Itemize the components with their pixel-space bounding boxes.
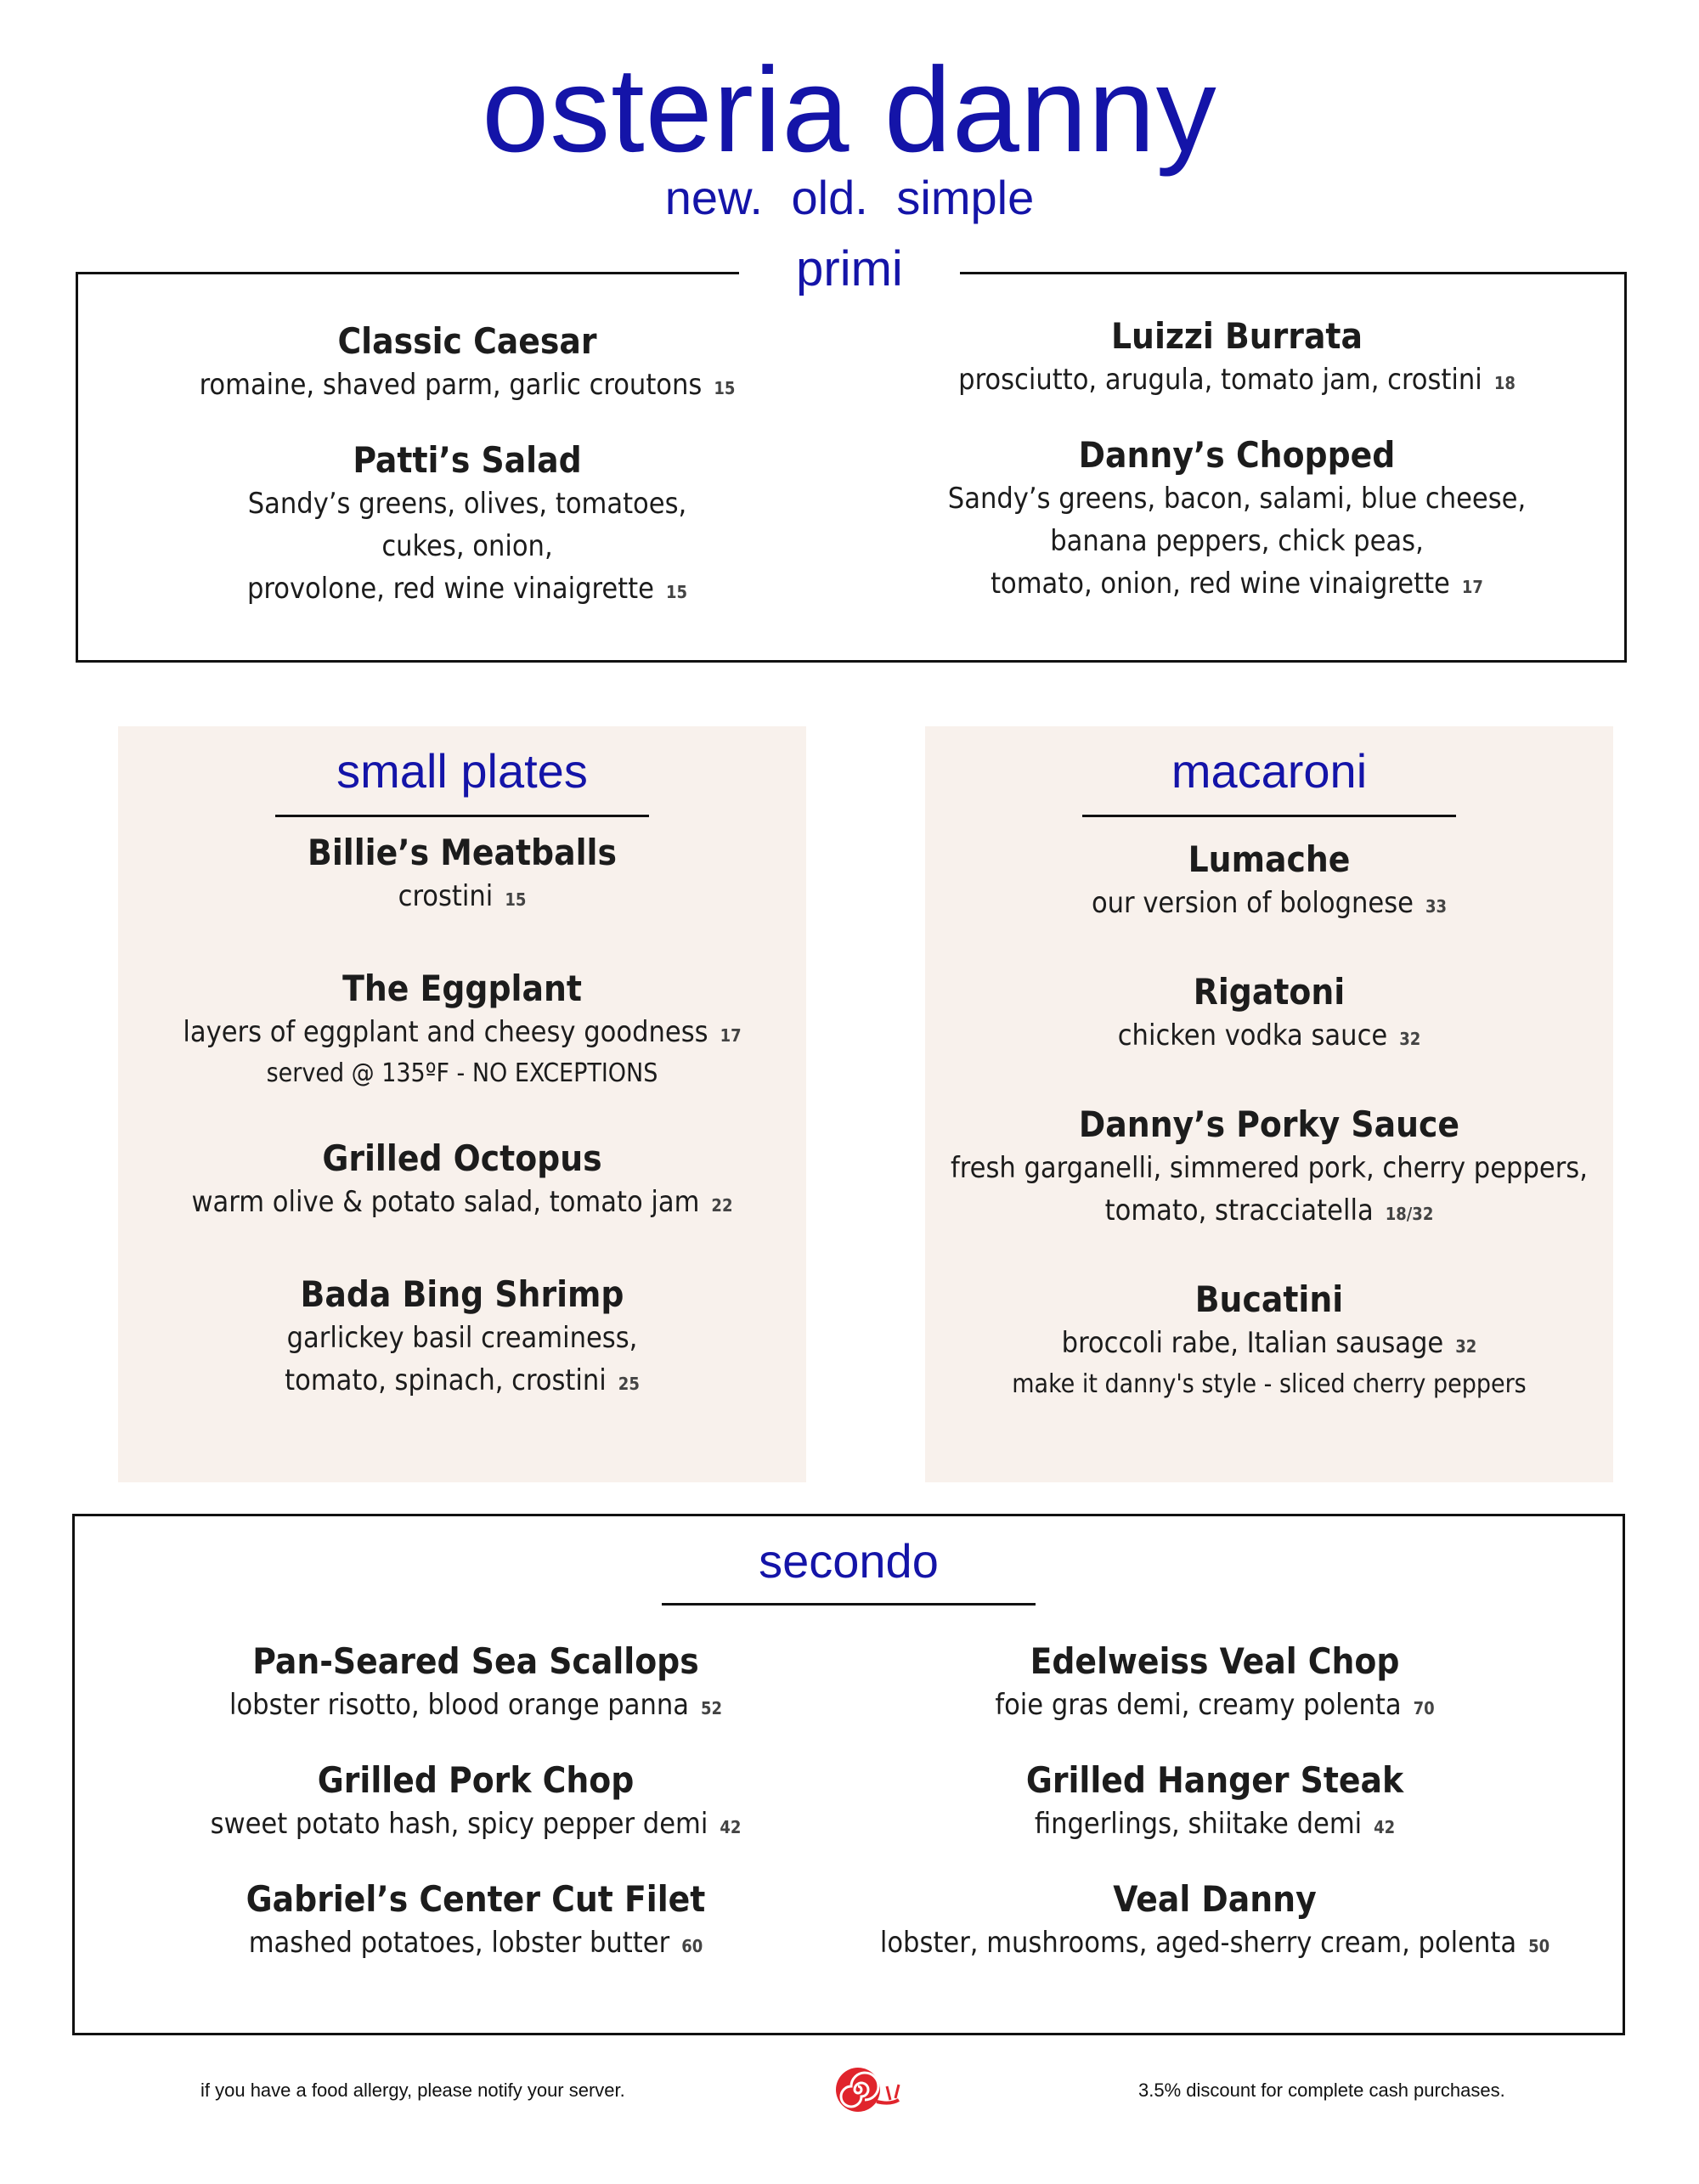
item-price: 50	[1528, 1936, 1550, 1956]
section-divider	[1082, 815, 1456, 817]
item-price: 18/32	[1385, 1204, 1434, 1224]
item-price: 18	[1493, 373, 1516, 393]
item-name: The Eggplant	[342, 968, 582, 1009]
menu-item	[127, 319, 807, 409]
item-name: Bucatini	[1194, 1278, 1344, 1320]
item-description: tomato, spinach, crostini 25	[285, 1363, 640, 1397]
item-name: Patti’s Salad	[353, 439, 582, 481]
item-note: served @ 135ºF - NO EXCEPTIONS	[266, 1058, 658, 1088]
tagline: new. old. simple	[664, 171, 1035, 224]
item-price: 32	[1399, 1029, 1421, 1049]
macaroni-heading: macaroni	[1171, 744, 1368, 798]
item-description: prosciutto, arugula, tomato jam, crostini 18	[958, 363, 1516, 397]
item-description: warm olive & potato salad, tomato jam 22	[191, 1185, 733, 1219]
item-price: 15	[665, 582, 687, 602]
menu-item	[897, 433, 1577, 608]
primi-heading: primi	[739, 240, 960, 299]
item-note: make it danny's style - sliced cherry peppers	[1012, 1369, 1527, 1399]
item-price: 17	[720, 1025, 742, 1046]
menu-item	[119, 1639, 833, 1730]
item-description: crostini 15	[398, 879, 527, 913]
item-name: Gabriel’s Center Cut Filet	[246, 1878, 706, 1920]
item-description: our version of bolognese 33	[1091, 886, 1448, 920]
menu-item	[119, 1758, 833, 1848]
item-name: Luizzi Burrata	[1110, 315, 1363, 357]
item-name: Grilled Pork Chop	[317, 1759, 635, 1801]
allergy-notice: if you have a food allergy, please notify your server.	[200, 2080, 625, 2101]
item-description: lobster risotto, blood orange panna 52	[229, 1688, 723, 1722]
item-description: tomato, onion, red wine vinaigrette 17	[991, 567, 1483, 601]
item-name: Classic Caesar	[337, 320, 597, 362]
section-divider	[662, 1603, 1036, 1606]
item-description-line: banana peppers, chick peas,	[1050, 524, 1424, 558]
item-price: 33	[1425, 896, 1448, 917]
item-description: lobster, mushrooms, aged-sherry cream, polenta 50	[879, 1926, 1550, 1960]
item-price: 42	[1374, 1817, 1396, 1837]
item-price: 15	[714, 378, 736, 398]
restaurant-name: osteria danny	[482, 42, 1217, 178]
menu-item	[925, 1103, 1613, 1235]
menu-item	[925, 1278, 1613, 1402]
item-name: Billie’s Meatballs	[308, 832, 617, 873]
secondo-heading: secondo	[759, 1534, 939, 1588]
menu-item	[858, 1639, 1572, 1730]
item-description: sweet potato hash, spicy pepper demi 42	[210, 1807, 742, 1841]
item-name: Bada Bing Shrimp	[300, 1273, 624, 1315]
item-description: tomato, stracciatella 18/32	[1104, 1194, 1434, 1227]
item-name: Edelweiss Veal Chop	[1030, 1640, 1400, 1682]
menu-item	[858, 1877, 1572, 1967]
cash-discount-notice: 3.5% discount for complete cash purchases.	[1138, 2080, 1505, 2101]
item-description-line: cukes, onion,	[381, 529, 553, 563]
item-description: mashed potatoes, lobster butter 60	[248, 1926, 703, 1960]
item-price: 25	[618, 1374, 640, 1394]
snail-icon	[831, 2063, 907, 2119]
item-description-line: garlickey basil creaminess,	[286, 1321, 638, 1355]
item-price: 70	[1413, 1698, 1435, 1718]
item-price: 17	[1461, 577, 1483, 597]
menu-item	[118, 967, 806, 1091]
item-description: fingerlings, shiitake demi 42	[1034, 1807, 1396, 1841]
item-price: 52	[700, 1698, 723, 1718]
item-description: provolone, red wine vinaigrette 15	[247, 572, 687, 606]
item-name: Danny’s Porky Sauce	[1078, 1103, 1460, 1145]
menu-item	[925, 838, 1613, 928]
item-description: romaine, shaved parm, garlic croutons 15	[199, 368, 736, 402]
item-name: Veal Danny	[1113, 1878, 1317, 1920]
item-price: 22	[711, 1195, 733, 1216]
menu-item	[119, 1877, 833, 1967]
item-description: broccoli rabe, Italian sausage 32	[1061, 1326, 1477, 1360]
item-name: Danny’s Chopped	[1078, 434, 1396, 476]
menu-item	[118, 1273, 806, 1405]
item-price: 32	[1455, 1336, 1477, 1357]
small-plates-heading: small plates	[336, 744, 588, 798]
item-description-line: fresh garganelli, simmered pork, cherry peppers,	[951, 1151, 1588, 1185]
menu-item	[858, 1758, 1572, 1848]
menu-item	[118, 831, 806, 921]
menu-item	[118, 1137, 806, 1227]
item-price: 60	[681, 1936, 703, 1956]
section-divider	[275, 815, 649, 817]
item-description: chicken vodka sauce 32	[1117, 1019, 1421, 1052]
menu-item	[925, 970, 1613, 1060]
item-name: Grilled Hanger Steak	[1025, 1759, 1404, 1801]
menu-item	[897, 314, 1577, 404]
item-name: Pan-Seared Sea Scallops	[252, 1640, 699, 1682]
item-name: Lumache	[1188, 838, 1351, 880]
menu-item	[127, 438, 807, 613]
item-description-line: Sandy’s greens, bacon, salami, blue cheese,	[947, 482, 1527, 516]
item-name: Rigatoni	[1193, 971, 1346, 1013]
item-description: foie gras demi, creamy polenta 70	[995, 1688, 1435, 1722]
item-description: layers of eggplant and cheesy goodness 17	[183, 1015, 742, 1049]
item-price: 42	[720, 1817, 742, 1837]
item-description-line: Sandy’s greens, olives, tomatoes,	[247, 487, 687, 521]
item-name: Grilled Octopus	[322, 1137, 602, 1179]
menu-header	[0, 42, 1699, 225]
item-price: 15	[505, 889, 527, 910]
